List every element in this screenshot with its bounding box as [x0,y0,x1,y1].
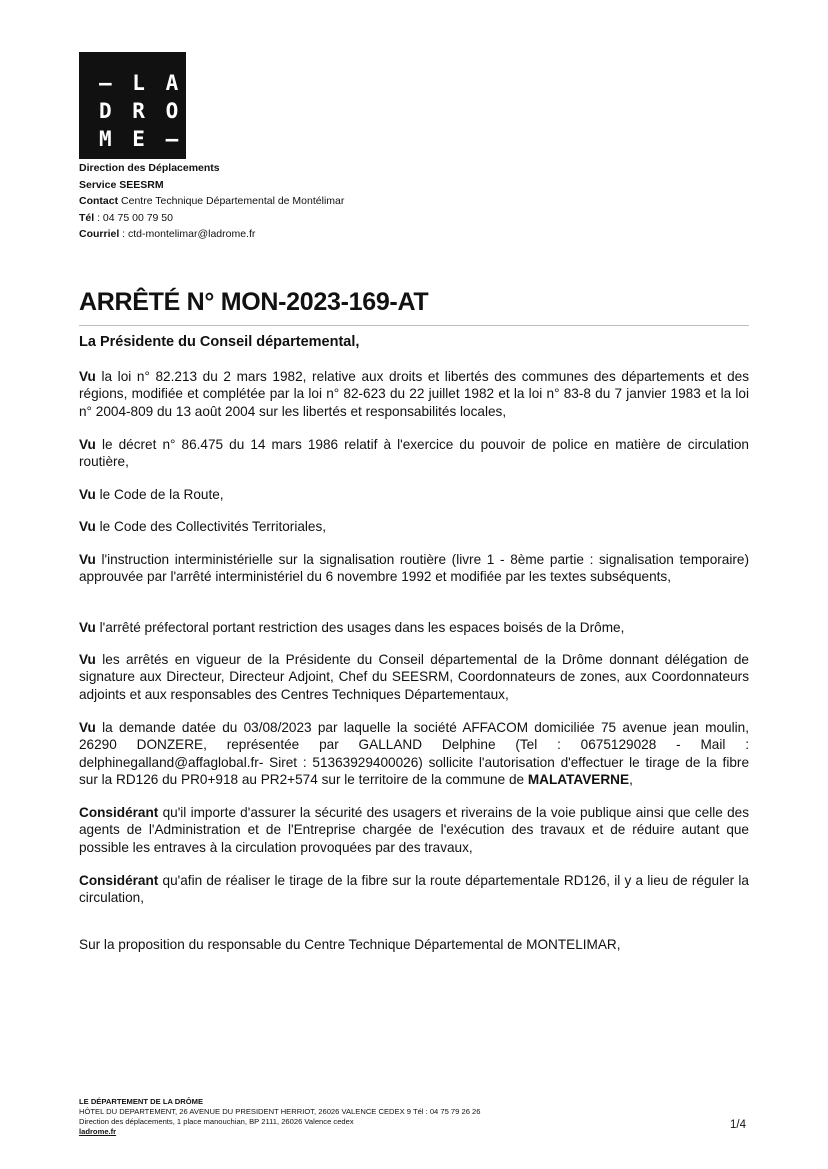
paragraph-text: qu'il importe d'assurer la sécurité des usagers et riverains de la voie publique ainsi que celle des agents de l'Administration et de l'Entreprise chargée de l'exécution des travaux et de réduire autant que possible les entraves à la circulation provoquées par des travaux, [79,805,749,855]
direction-label: Direction des Déplacements [79,162,220,174]
paragraph-lead: Vu [79,437,96,452]
paragraph-4 [79,518,749,535]
footer-direction: Direction des déplacements, 1 place manouchian, BP 2111, 26026 Valence cedex [79,1117,354,1126]
contact-value: Centre Technique Départemental de Montélimar [121,195,345,208]
paragraph-1 [79,368,749,420]
email-value: : ctd-montelimar@ladrome.fr [119,228,256,241]
ladrome-logo [79,52,186,159]
paragraph-text: Sur la proposition du responsable du Centre Technique Départemental de MONTELIMAR, [79,937,621,952]
paragraph-lead: Vu [79,519,96,534]
paragraph-lead: Vu [79,720,96,735]
paragraph-lead: Vu [79,487,96,502]
paragraph-lead: Considérant [79,805,159,820]
paragraph-7 [79,651,749,703]
paragraph-lead: Considérant [79,873,159,888]
logo-line-1: – L A [99,71,183,95]
footer-website-link[interactable]: ladrome.fr [79,1127,117,1136]
tel-label: Tél [79,211,95,224]
paragraph-text: la loi n° 82.213 du 2 mars 1982, relative aux droits et libertés des communes des départements et des régions, modifiée et complétée par la loi n° 82-623 du 22 juillet 1982 et la loi n° 83-8 du 7 janvier 1983 et la loi n° 2004-809 du 13 août 2004 sur les libertés et responsabilités locales, [79,369,749,419]
footer-org: LE DÉPARTEMENT DE LA DRÔME [79,1097,204,1106]
paragraph-text: le décret n° 86.475 du 14 mars 1986 relatif à l'exercice du pouvoir de police en matière de circulation routière, [79,437,749,470]
paragraph-11 [79,936,749,953]
document-subtitle: La Présidente du Conseil départemental, [79,334,360,350]
paragraph-3 [79,486,749,503]
document-title: ARRÊTÉ N° MON-2023-169-AT [79,288,429,316]
paragraph-lead: Vu [79,652,96,667]
tel-value: : 04 75 00 79 50 [94,211,173,224]
logo-line-3: M E – [99,127,183,151]
page-number: 1/4 [730,1119,746,1131]
contact-label: Contact [79,195,119,208]
paragraph-end: , [629,771,633,787]
paragraph-text: les arrêtés en vigueur de la Présidente du Conseil départemental de la Drôme donnant délégation de signature aux Directeur, Directeur Adjoint, Chef du SEESRM, Coordonnateurs de zones, aux Coordonnateurs adjoints et aux responsables des Centres Techniques Départementaux, [79,652,749,702]
paragraph-text: le Code de la Route, [95,487,224,502]
paragraph-2 [79,436,749,471]
logo-line-2: D R O [99,99,183,123]
paragraph-5 [79,551,749,586]
paragraph-text: le Code des Collectivités Territoriales, [95,519,327,534]
paragraph-6 [79,619,749,636]
paragraph-text: l'arrêté préfectoral portant restriction des usages dans les espaces boisés de la Drôme, [95,620,625,635]
page-footer [79,1097,481,1137]
contact-block [79,160,344,243]
paragraph-lead: Vu [79,620,96,635]
paragraph-9 [79,804,749,856]
paragraph-lead: Vu [79,369,96,384]
paragraph-text: qu'afin de réaliser le tirage de la fibre sur la route départementale RD126, il y a lieu de réguler la circulation, [79,873,749,906]
paragraph-lead: Vu [79,552,96,567]
title-divider [79,325,749,326]
paragraph-text: l'instruction interministérielle sur la signalisation routière (livre 1 - 8ème partie : signalisation temporaire) approuvée par l'arrêté interministériel du 6 novembre 1992 et modifiée par les textes subséquents, [79,552,749,585]
commune-name: MALATAVERNE [527,771,630,787]
footer-address: HÔTEL DU DEPARTEMENT, 26 AVENUE DU PRESIDENT HERRIOT, 26026 VALENCE CEDEX 9 Tél : 04 75 79 26 26 [79,1107,481,1116]
paragraph-text: la demande datée du 03/08/2023 par laquelle la société AFFACOM domiciliée 75 avenue jean moulin, 26290 DONZERE, représentée par GALLAND Delphine (Tel : 0675129028 - Mail : delphinegalland@affaglobal.fr- Siret : 51363929400026) sollicite l'autorisation d'effectuer le tirage de la fibre sur la RD126 du PR0+918 au PR2+574 sur le territoire de la commune de [79,720,749,787]
email-label: Courriel [79,228,120,241]
service-label: Service SEESRM [79,178,164,191]
paragraph-8 [79,719,749,788]
paragraph-10 [79,872,749,907]
